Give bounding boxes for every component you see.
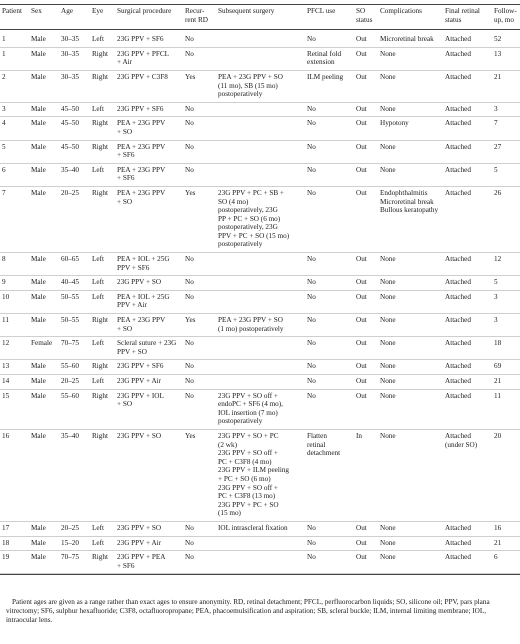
cell-sex: Male <box>29 70 59 102</box>
cell-so-status: Out <box>354 186 378 252</box>
cell-age: 70–75 <box>59 551 90 574</box>
header-subsequent-surgery: Subsequent surgery <box>216 6 305 30</box>
cell-complications: Endophthalmitis Microretinal break Bullous keratopathy <box>378 186 443 252</box>
cell-follow-up: 11 <box>492 389 520 429</box>
cell-complications: None <box>378 536 443 551</box>
cell-sex: Male <box>29 276 59 291</box>
cell-complications: None <box>378 389 443 429</box>
cell-sex: Male <box>29 102 59 117</box>
cell-complications: None <box>378 375 443 390</box>
cell-surgical-procedure: 23G PPV + SF6 <box>115 360 183 375</box>
cell-eye: Left <box>90 536 115 551</box>
cell-so-status: Out <box>354 70 378 102</box>
cell-subsequent-surgery: 23G PPV + SO off + endoPC + SF6 (4 mo), IOL insertion (7 mo) postoperatively <box>216 389 305 429</box>
cell-complications: None <box>378 140 443 163</box>
cell-subsequent-surgery <box>216 163 305 186</box>
cell-so-status: Out <box>354 360 378 375</box>
cell-age: 35–40 <box>59 429 90 521</box>
cell-pfcl-use: No <box>305 30 354 48</box>
cell-complications: None <box>378 314 443 337</box>
cell-follow-up: 3 <box>492 314 520 337</box>
cell-so-status: Out <box>354 389 378 429</box>
cell-sex: Male <box>29 140 59 163</box>
table-row <box>0 70 520 102</box>
cell-sex: Male <box>29 389 59 429</box>
cell-follow-up: 3 <box>492 290 520 313</box>
cell-final-retinal-status: Attached <box>443 389 492 429</box>
header-recurrent-rd: Recur- rent RD <box>183 6 216 30</box>
cell-eye: Right <box>90 186 115 252</box>
cell-age: 20–25 <box>59 375 90 390</box>
cell-pfcl-use: ILM peeling <box>305 70 354 102</box>
cell-pfcl-use: No <box>305 314 354 337</box>
cell-patient: 14 <box>0 375 29 390</box>
cell-age: 50–55 <box>59 314 90 337</box>
cell-follow-up: 5 <box>492 163 520 186</box>
cell-recurrent-rd: No <box>183 337 216 360</box>
cell-pfcl-use: No <box>305 375 354 390</box>
cell-final-retinal-status: Attached <box>443 47 492 70</box>
cell-so-status: Out <box>354 551 378 574</box>
cell-patient: 3 <box>0 102 29 117</box>
cell-sex: Male <box>29 117 59 140</box>
cell-eye: Right <box>90 314 115 337</box>
cell-age: 70–75 <box>59 337 90 360</box>
cell-eye: Left <box>90 253 115 276</box>
cell-sex: Male <box>29 163 59 186</box>
cell-follow-up: 20 <box>492 429 520 521</box>
table-row <box>0 253 520 276</box>
header-complications: Complications <box>378 6 443 30</box>
cell-so-status: Out <box>354 375 378 390</box>
cell-age: 60–65 <box>59 253 90 276</box>
cell-pfcl-use: No <box>305 186 354 252</box>
cell-sex: Male <box>29 30 59 48</box>
cell-follow-up: 21 <box>492 70 520 102</box>
cell-recurrent-rd: No <box>183 551 216 574</box>
cell-sex: Male <box>29 47 59 70</box>
cell-complications: Microretinal break <box>378 30 443 48</box>
cell-sex: Male <box>29 290 59 313</box>
cell-complications: None <box>378 253 443 276</box>
cell-eye: Left <box>90 375 115 390</box>
header-patient: Patient <box>0 6 29 30</box>
cell-pfcl-use: No <box>305 163 354 186</box>
cell-final-retinal-status: Attached <box>443 102 492 117</box>
cell-final-retinal-status: Attached <box>443 70 492 102</box>
header-so-status: SO status <box>354 6 378 30</box>
cell-pfcl-use: No <box>305 389 354 429</box>
cell-follow-up: 21 <box>492 375 520 390</box>
cell-pfcl-use: No <box>305 360 354 375</box>
cell-surgical-procedure: PEA + 23G PPV + SF6 <box>115 163 183 186</box>
cell-age: 55–60 <box>59 360 90 375</box>
table-row <box>0 536 520 551</box>
cell-eye: Left <box>90 521 115 536</box>
cell-subsequent-surgery <box>216 140 305 163</box>
cell-surgical-procedure: 23G PPV + C3F8 <box>115 70 183 102</box>
cell-eye: Left <box>90 102 115 117</box>
cell-sex: Male <box>29 253 59 276</box>
cell-recurrent-rd: Yes <box>183 314 216 337</box>
cell-patient: 18 <box>0 536 29 551</box>
table-body <box>0 30 520 574</box>
cell-final-retinal-status: Attached (under SO) <box>443 429 492 521</box>
cell-age: 45–50 <box>59 117 90 140</box>
table-row <box>0 276 520 291</box>
cell-subsequent-surgery <box>216 375 305 390</box>
cell-subsequent-surgery <box>216 102 305 117</box>
cell-recurrent-rd: Yes <box>183 186 216 252</box>
cell-subsequent-surgery <box>216 290 305 313</box>
header-pfcl-use: PFCL use <box>305 6 354 30</box>
cell-patient: 1 <box>0 47 29 70</box>
cell-eye: Left <box>90 163 115 186</box>
cell-complications: None <box>378 337 443 360</box>
cell-recurrent-rd: No <box>183 253 216 276</box>
cell-follow-up: 21 <box>492 536 520 551</box>
cell-final-retinal-status: Attached <box>443 536 492 551</box>
cell-patient: 9 <box>0 276 29 291</box>
table-top-rule <box>0 4 520 5</box>
header-surgical-procedure: Surgical procedure <box>115 6 183 30</box>
cell-surgical-procedure: 23G PPV + SO <box>115 276 183 291</box>
cell-sex: Male <box>29 375 59 390</box>
cell-final-retinal-status: Attached <box>443 186 492 252</box>
cell-patient: 10 <box>0 290 29 313</box>
cell-patient: 2 <box>0 70 29 102</box>
cell-final-retinal-status: Attached <box>443 276 492 291</box>
cell-follow-up: 3 <box>492 102 520 117</box>
cell-follow-up: 7 <box>492 117 520 140</box>
cell-final-retinal-status: Attached <box>443 337 492 360</box>
cell-recurrent-rd: No <box>183 521 216 536</box>
cell-so-status: Out <box>354 117 378 140</box>
cell-so-status: Out <box>354 47 378 70</box>
table-row <box>0 186 520 252</box>
cell-follow-up: 6 <box>492 551 520 574</box>
cell-final-retinal-status: Attached <box>443 551 492 574</box>
cell-final-retinal-status: Attached <box>443 163 492 186</box>
cell-pfcl-use: No <box>305 290 354 313</box>
header-age: Age <box>59 6 90 30</box>
cell-follow-up: 69 <box>492 360 520 375</box>
cell-patient: 13 <box>0 360 29 375</box>
cell-complications: None <box>378 47 443 70</box>
cell-surgical-procedure: PEA + 23G PPV + SO <box>115 314 183 337</box>
cell-recurrent-rd: No <box>183 389 216 429</box>
cell-so-status: Out <box>354 276 378 291</box>
cell-complications: None <box>378 429 443 521</box>
cell-eye: Right <box>90 360 115 375</box>
cell-subsequent-surgery: IOL intrascleral fixation <box>216 521 305 536</box>
cell-sex: Female <box>29 337 59 360</box>
cell-recurrent-rd: No <box>183 276 216 291</box>
cell-subsequent-surgery <box>216 360 305 375</box>
cell-surgical-procedure: 23G PPV + SF6 <box>115 102 183 117</box>
header-eye: Eye <box>90 6 115 30</box>
cell-sex: Male <box>29 360 59 375</box>
cell-eye: Right <box>90 47 115 70</box>
table-row <box>0 140 520 163</box>
cell-so-status: Out <box>354 140 378 163</box>
cell-complications: None <box>378 276 443 291</box>
cell-final-retinal-status: Attached <box>443 117 492 140</box>
cell-so-status: Out <box>354 253 378 276</box>
cell-subsequent-surgery <box>216 276 305 291</box>
cell-pfcl-use: No <box>305 551 354 574</box>
cell-complications: None <box>378 163 443 186</box>
cell-patient: 7 <box>0 186 29 252</box>
cell-recurrent-rd: No <box>183 290 216 313</box>
cell-eye: Right <box>90 70 115 102</box>
cell-complications: None <box>378 102 443 117</box>
cell-age: 30–35 <box>59 70 90 102</box>
cell-eye: Left <box>90 290 115 313</box>
cell-pfcl-use: No <box>305 140 354 163</box>
cell-patient: 8 <box>0 253 29 276</box>
cell-pfcl-use: Retinal fold extension <box>305 47 354 70</box>
table-row <box>0 117 520 140</box>
cell-sex: Male <box>29 536 59 551</box>
cell-surgical-procedure: PEA + 23G PPV + SF6 <box>115 140 183 163</box>
cell-surgical-procedure: Scleral suture + 23G PPV + SO <box>115 337 183 360</box>
cell-final-retinal-status: Attached <box>443 521 492 536</box>
cell-surgical-procedure: 23G PPV + SF6 <box>115 30 183 48</box>
cell-age: 20–25 <box>59 186 90 252</box>
table-row <box>0 360 520 375</box>
cell-age: 40–45 <box>59 276 90 291</box>
cell-pfcl-use: Flatten retinal detachment <box>305 429 354 521</box>
cell-pfcl-use: No <box>305 276 354 291</box>
cell-final-retinal-status: Attached <box>443 290 492 313</box>
cell-recurrent-rd: No <box>183 536 216 551</box>
cell-complications: None <box>378 70 443 102</box>
cell-eye: Right <box>90 551 115 574</box>
table-row <box>0 375 520 390</box>
cell-final-retinal-status: Attached <box>443 253 492 276</box>
cell-pfcl-use: No <box>305 117 354 140</box>
cell-patient: 15 <box>0 389 29 429</box>
cell-so-status: Out <box>354 30 378 48</box>
cell-age: 55–60 <box>59 389 90 429</box>
cell-sex: Male <box>29 314 59 337</box>
cell-subsequent-surgery <box>216 47 305 70</box>
cell-age: 30–35 <box>59 47 90 70</box>
cell-surgical-procedure: PEA + IOL + 25G PPV + Air <box>115 290 183 313</box>
table-row <box>0 314 520 337</box>
table-row <box>0 429 520 521</box>
cell-surgical-procedure: 23G PPV + PFCL + Air <box>115 47 183 70</box>
cell-recurrent-rd: No <box>183 140 216 163</box>
table-row <box>0 521 520 536</box>
header-final-retinal-status: Final retinal status <box>443 6 492 30</box>
cell-final-retinal-status: Attached <box>443 375 492 390</box>
cell-so-status: Out <box>354 521 378 536</box>
cell-final-retinal-status: Attached <box>443 140 492 163</box>
cell-sex: Male <box>29 521 59 536</box>
cell-follow-up: 26 <box>492 186 520 252</box>
table-row <box>0 30 520 48</box>
table-row <box>0 337 520 360</box>
cell-follow-up: 12 <box>492 253 520 276</box>
table-footnote: Patient ages are given as a range rather than exact ages to ensure anonymity. RD, retinal detachment; PFCL, perfluorocarbon liquids; SO, silicone oil; PPV, pars plana vitrectomy; SF6, sulphur hexafluoride; C3F8, octafluoropropane; PEA, phacoemulsification and aspiration; SB, scleral buckle; ILM, internal limiting membrane; IOL, intraocular lens. <box>6 598 490 625</box>
cell-complications: None <box>378 551 443 574</box>
table-row <box>0 102 520 117</box>
cell-surgical-procedure: PEA + 23G PPV + SO <box>115 186 183 252</box>
cell-age: 30–35 <box>59 30 90 48</box>
cell-subsequent-surgery <box>216 117 305 140</box>
table-bottom-rule <box>0 574 520 575</box>
cell-eye: Right <box>90 429 115 521</box>
cell-so-status: Out <box>354 163 378 186</box>
cell-subsequent-surgery <box>216 536 305 551</box>
cell-recurrent-rd: No <box>183 360 216 375</box>
cell-patient: 17 <box>0 521 29 536</box>
cell-surgical-procedure: PEA + IOL + 25G PPV + SF6 <box>115 253 183 276</box>
cell-surgical-procedure: 23G PPV + SO <box>115 429 183 521</box>
cell-surgical-procedure: 23G PPV + Air <box>115 375 183 390</box>
cell-recurrent-rd: Yes <box>183 70 216 102</box>
cell-age: 35–40 <box>59 163 90 186</box>
cell-final-retinal-status: Attached <box>443 314 492 337</box>
cell-follow-up: 16 <box>492 521 520 536</box>
cell-patient: 5 <box>0 140 29 163</box>
cell-recurrent-rd: No <box>183 102 216 117</box>
cell-follow-up: 5 <box>492 276 520 291</box>
cell-sex: Male <box>29 429 59 521</box>
cell-eye: Right <box>90 140 115 163</box>
cell-subsequent-surgery: PEA + 23G PPV + SO (1 mo) postoperatively <box>216 314 305 337</box>
cell-eye: Left <box>90 30 115 48</box>
cell-subsequent-surgery <box>216 253 305 276</box>
cell-complications: Hypotony <box>378 117 443 140</box>
cell-patient: 6 <box>0 163 29 186</box>
table-row <box>0 551 520 574</box>
table-header-row <box>0 6 520 30</box>
cell-patient: 12 <box>0 337 29 360</box>
cell-recurrent-rd: No <box>183 117 216 140</box>
header-follow-up: Follow- up, mo <box>492 6 520 30</box>
cell-so-status: Out <box>354 536 378 551</box>
cell-follow-up: 18 <box>492 337 520 360</box>
table-row <box>0 389 520 429</box>
cell-patient: 1 <box>0 30 29 48</box>
table-row <box>0 47 520 70</box>
cell-patient: 16 <box>0 429 29 521</box>
patient-table <box>0 6 520 574</box>
cell-recurrent-rd: Yes <box>183 429 216 521</box>
cell-so-status: Out <box>354 314 378 337</box>
cell-age: 20–25 <box>59 521 90 536</box>
cell-so-status: Out <box>354 102 378 117</box>
cell-so-status: In <box>354 429 378 521</box>
table-row <box>0 290 520 313</box>
cell-subsequent-surgery <box>216 30 305 48</box>
cell-surgical-procedure: 23G PPV + IOL + SO <box>115 389 183 429</box>
cell-age: 45–50 <box>59 140 90 163</box>
cell-final-retinal-status: Attached <box>443 360 492 375</box>
cell-recurrent-rd: No <box>183 375 216 390</box>
table-row <box>0 163 520 186</box>
cell-age: 15–20 <box>59 536 90 551</box>
cell-recurrent-rd: No <box>183 30 216 48</box>
cell-pfcl-use: No <box>305 521 354 536</box>
cell-complications: None <box>378 521 443 536</box>
cell-patient: 19 <box>0 551 29 574</box>
cell-pfcl-use: No <box>305 102 354 117</box>
cell-subsequent-surgery: 23G PPV + SO + PC (2 wk) 23G PPV + SO off + PC + C3F8 (4 mo) 23G PPV + ILM peeling + PC + SO (6 mo) 23G PPV + SO off + PC + C3F8 (13 mo) 23G PPV + PC + SO (15 mo) <box>216 429 305 521</box>
cell-subsequent-surgery <box>216 337 305 360</box>
cell-eye: Right <box>90 117 115 140</box>
cell-eye: Left <box>90 337 115 360</box>
cell-age: 45–50 <box>59 102 90 117</box>
cell-patient: 11 <box>0 314 29 337</box>
cell-follow-up: 13 <box>492 47 520 70</box>
cell-eye: Right <box>90 389 115 429</box>
cell-subsequent-surgery: PEA + 23G PPV + SO (11 mo), SB (15 mo) postoperatively <box>216 70 305 102</box>
cell-subsequent-surgery <box>216 551 305 574</box>
cell-complications: None <box>378 290 443 313</box>
cell-subsequent-surgery: 23G PPV + PC + SB + SO (4 mo) postoperatively, 23G PP + PC + SO (6 mo) postoperatively, 23G PPV + PC + SO (15 mo) postoperatively <box>216 186 305 252</box>
cell-complications: None <box>378 360 443 375</box>
cell-so-status: Out <box>354 337 378 360</box>
cell-surgical-procedure: 23G PPV + SO <box>115 521 183 536</box>
cell-eye: Left <box>90 276 115 291</box>
cell-pfcl-use: No <box>305 253 354 276</box>
cell-follow-up: 27 <box>492 140 520 163</box>
cell-age: 50–55 <box>59 290 90 313</box>
cell-final-retinal-status: Attached <box>443 30 492 48</box>
cell-recurrent-rd: No <box>183 47 216 70</box>
cell-surgical-procedure: 23G PPV + Air <box>115 536 183 551</box>
cell-recurrent-rd: No <box>183 163 216 186</box>
cell-sex: Male <box>29 186 59 252</box>
cell-sex: Male <box>29 551 59 574</box>
cell-pfcl-use: No <box>305 337 354 360</box>
cell-so-status: Out <box>354 290 378 313</box>
cell-follow-up: 52 <box>492 30 520 48</box>
cell-surgical-procedure: PEA + 23G PPV + SO <box>115 117 183 140</box>
cell-pfcl-use: No <box>305 536 354 551</box>
cell-surgical-procedure: 23G PPV + PEA + SF6 <box>115 551 183 574</box>
cell-patient: 4 <box>0 117 29 140</box>
header-sex: Sex <box>29 6 59 30</box>
